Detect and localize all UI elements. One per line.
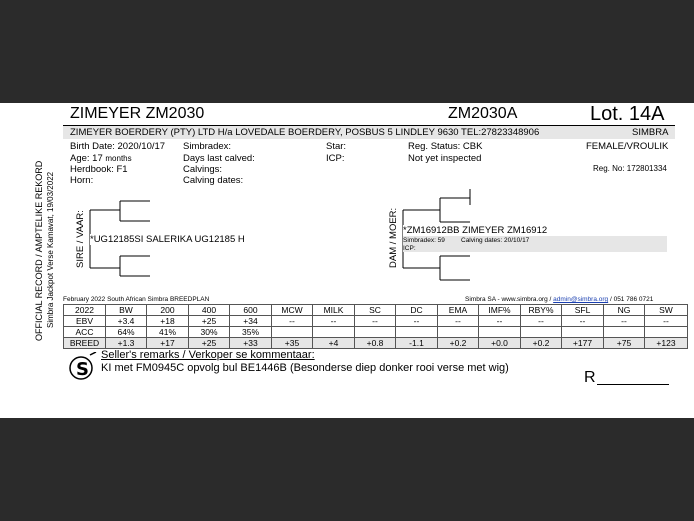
table-cell (645, 327, 688, 338)
table-cell: +34 (230, 316, 272, 327)
table-cell (396, 327, 438, 338)
reg-number: Reg. No: 172801334 (593, 164, 667, 173)
table-cell: 35% (230, 327, 272, 338)
table-cell: -- (645, 316, 688, 327)
horn: Horn: (70, 175, 94, 186)
breedplan-contact (465, 296, 653, 303)
table-cell: +33 (230, 338, 272, 349)
table-cell: +0.2 (521, 338, 562, 349)
animal-code: ZM2030A (448, 105, 518, 122)
table-cell: +25 (189, 316, 230, 327)
table-cell: +1.3 (106, 338, 147, 349)
row-label: ACC (64, 327, 106, 338)
breed-label: SIMBRA (632, 127, 669, 138)
table-cell (562, 327, 604, 338)
table-cell: +35 (272, 338, 313, 349)
table-cell: +17 (147, 338, 189, 349)
column-header: RBY% (521, 305, 562, 316)
price-symbol: R (584, 369, 596, 386)
table-cell: +3.4 (106, 316, 147, 327)
table-cell: +0.0 (479, 338, 521, 349)
simbradex: Simbradex: (183, 141, 232, 152)
calving-dates: Calving dates: (183, 175, 244, 186)
inspection-status: Not yet inspected (408, 153, 482, 164)
table-cell (272, 327, 313, 338)
star: Star: (326, 141, 347, 152)
column-header: SC (355, 305, 396, 316)
table-cell (604, 327, 645, 338)
column-header: SW (645, 305, 688, 316)
table-cell: -- (438, 316, 479, 327)
table-cell: +75 (604, 338, 645, 349)
table-cell (479, 327, 521, 338)
table-cell: -- (313, 316, 355, 327)
column-header: 2022 (64, 305, 106, 316)
official-record-label: OFFICIAL RECORD / AMPTELIKE REKORD (34, 160, 44, 341)
breedplan-source: February 2022 South African Simbra BREEDPLAN (63, 296, 210, 303)
simbra-logo (68, 352, 96, 380)
icp: ICP: (326, 153, 345, 164)
age-unit: months (105, 154, 132, 163)
table-cell (521, 327, 562, 338)
birth-date: Birth Date: 2020/10/17 (70, 141, 166, 152)
column-header: BW (106, 305, 147, 316)
remarks-title: Seller's remarks / Verkoper se kommentaar: (101, 349, 315, 361)
column-header: MILK (313, 305, 355, 316)
dam-calving-dates: Calving dates: 20/10/17 (461, 237, 530, 244)
table-cell (313, 327, 355, 338)
table-cell: -- (355, 316, 396, 327)
dam-icp: ICP: (403, 245, 416, 252)
table-cell: +25 (189, 338, 230, 349)
table-cell: +4 (313, 338, 355, 349)
column-header: EMA (438, 305, 479, 316)
calvings: Calvings: (183, 164, 223, 175)
lot-number: Lot. 14A (590, 103, 665, 125)
age-value: Age: 17 (70, 153, 103, 164)
table-cell: -- (604, 316, 645, 327)
sex-label: FEMALE/VROULIK (586, 141, 669, 152)
breeder-line: ZIMEYER BOERDERY (PTY) LTD H/a LOVEDALE BOERDERY, POSBUS 5 LINDLEY 9630 TEL:27823348906 (70, 127, 540, 138)
column-header: SFL (562, 305, 604, 316)
remarks-text: KI met FM0945C opvolg bul BE1446B (Besonderse diep donker rooi verse met wig) (101, 362, 509, 374)
dam-name: *ZM16912BB ZIMEYER ZM16912 (403, 225, 548, 236)
email-link[interactable]: admin@simbra.org (553, 296, 609, 303)
ebv-header-row (64, 305, 688, 316)
row-label: BREED (64, 338, 106, 349)
table-cell: -- (562, 316, 604, 327)
table-cell: +177 (562, 338, 604, 349)
table-cell (438, 327, 479, 338)
table-cell: -1.1 (396, 338, 438, 349)
breedplan-contact-pre: Simbra SA - www.simbra.org / (465, 296, 554, 303)
price-line[interactable] (597, 384, 669, 385)
table-cell: 64% (106, 327, 147, 338)
column-header: MCW (272, 305, 313, 316)
row-label: EBV (64, 316, 106, 327)
table-cell: +18 (147, 316, 189, 327)
dam-simbradex: Simbradex: 59 (403, 237, 445, 244)
breedplan-contact-post: / 051 786 0721 (608, 296, 654, 303)
sire-label: SIRE / VAAR: (75, 210, 86, 268)
table-cell: -- (272, 316, 313, 327)
table-cell: 30% (189, 327, 230, 338)
breed-row (64, 338, 688, 349)
column-header: IMF% (479, 305, 521, 316)
days-last-calved: Days last calved: (183, 153, 255, 164)
herdbook: Herdbook: F1 (70, 164, 128, 175)
dam-label: DAM / MOER: (388, 207, 399, 268)
reg-status: Reg. Status: CBK (408, 141, 483, 152)
ebv-row (64, 316, 688, 327)
column-header: DC (396, 305, 438, 316)
ebv-table (63, 304, 688, 349)
animal-name: ZIMEYER ZM2030 (70, 105, 205, 122)
table-cell: +123 (645, 338, 688, 349)
table-cell: -- (396, 316, 438, 327)
table-cell: -- (521, 316, 562, 327)
table-cell: +0.8 (355, 338, 396, 349)
svg-text:S: S (76, 359, 89, 380)
table-cell (355, 327, 396, 338)
column-header: 600 (230, 305, 272, 316)
table-cell: +0.2 (438, 338, 479, 349)
column-header: NG (604, 305, 645, 316)
column-header: 400 (189, 305, 230, 316)
sire-name: *UG12185SI SALERIKA UG12185 H (90, 234, 245, 245)
acc-row (64, 327, 688, 338)
table-cell: -- (479, 316, 521, 327)
column-header: 200 (147, 305, 189, 316)
event-label: Simbra Jackpot Verse Kamavat, 19/03/2022 (46, 171, 55, 328)
table-cell: 41% (147, 327, 189, 338)
